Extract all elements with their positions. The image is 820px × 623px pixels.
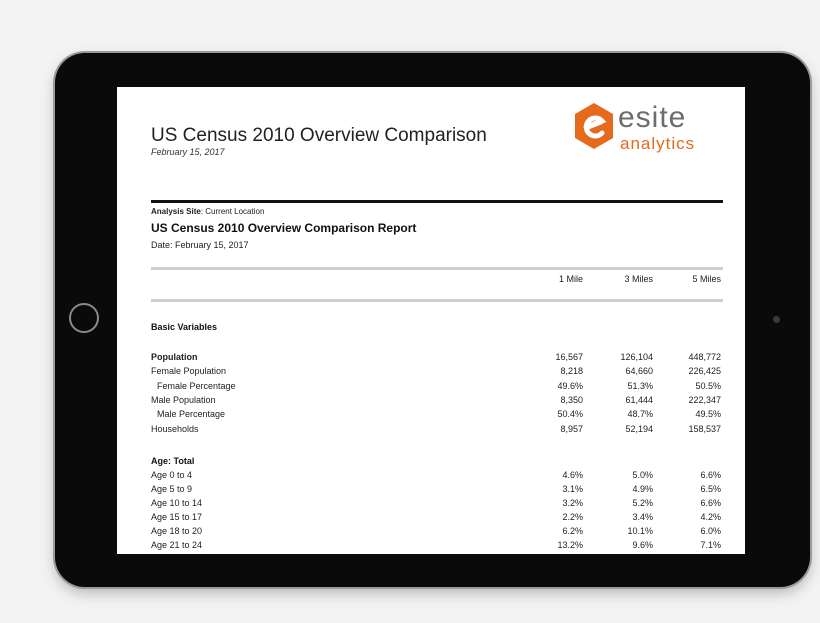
row-value: 6.5% — [700, 484, 721, 494]
esite-logo-icon — [572, 101, 616, 151]
row-value: 8,218 — [560, 366, 583, 377]
row-value: 16,567 — [555, 352, 583, 362]
logo-word-analytics: analytics — [620, 134, 696, 153]
row-value: 158,537 — [688, 423, 721, 434]
row-label: Population — [151, 352, 198, 362]
table-row — [151, 352, 723, 366]
table-row — [151, 484, 723, 498]
row-value: 6.6% — [700, 498, 721, 508]
row-value: 50.5% — [695, 380, 721, 391]
row-value: 49.5% — [695, 409, 721, 420]
row-label: Age 15 to 17 — [151, 512, 203, 522]
row-value: 7.1% — [700, 540, 721, 550]
column-header-5-miles: 5 Miles — [692, 274, 721, 284]
row-value: 64,660 — [625, 366, 653, 377]
table-row — [151, 381, 723, 395]
row-value: 48.7% — [627, 409, 653, 420]
row-label: Age 21 to 24 — [151, 540, 203, 550]
page-date: February 15, 2017 — [151, 147, 225, 157]
row-value: 51.3% — [627, 380, 653, 391]
row-value: 3.2% — [562, 498, 583, 508]
row-label: Age 5 to 9 — [151, 484, 193, 494]
row-label: Age 18 to 20 — [151, 526, 203, 536]
table-row — [151, 526, 723, 540]
analysis-site-value: : Current Location — [200, 207, 265, 216]
row-value: 5.0% — [632, 470, 653, 480]
analysis-site-label: Analysis Site — [151, 207, 201, 216]
analysis-site — [151, 207, 264, 216]
esite-logo — [572, 99, 732, 159]
row-value: 49.6% — [557, 380, 583, 391]
row-label: Male Percentage — [157, 409, 226, 420]
row-value: 52,194 — [625, 423, 653, 434]
divider-gray-top — [151, 267, 723, 270]
row-value: 61,444 — [625, 394, 653, 405]
table-row — [151, 470, 723, 484]
row-label: Age 0 to 4 — [151, 470, 193, 480]
row-value: 9.6% — [632, 540, 653, 550]
column-header-3-miles: 3 Miles — [624, 274, 653, 284]
table-row — [151, 512, 723, 526]
row-value: 50.4% — [557, 409, 583, 420]
section-age-total: Age: Total — [151, 456, 195, 466]
row-value: 6.2% — [562, 526, 583, 536]
report-title: US Census 2010 Overview Comparison Report — [151, 221, 417, 235]
table-row — [151, 540, 723, 554]
row-value: 6.6% — [700, 470, 721, 480]
row-value: 6.0% — [700, 526, 721, 536]
row-value: 448,772 — [688, 352, 721, 362]
row-value: 13.2% — [557, 540, 583, 550]
column-header-1-mile: 1 Mile — [558, 274, 583, 284]
row-value: 4.6% — [562, 470, 583, 480]
row-value: 4.9% — [632, 484, 653, 494]
table-row — [151, 409, 723, 423]
row-value: 3.4% — [632, 512, 653, 522]
row-label: Female Percentage — [157, 380, 236, 391]
divider-gray-bottom — [151, 299, 723, 302]
row-value: 226,425 — [688, 366, 721, 377]
table-row — [151, 424, 723, 438]
row-value: 2.2% — [562, 512, 583, 522]
row-value: 126,104 — [620, 352, 653, 362]
row-label: Male Population — [151, 394, 216, 405]
row-label: Age 10 to 14 — [151, 498, 203, 508]
row-value: 8,957 — [560, 423, 583, 434]
row-value: 10.1% — [627, 526, 653, 536]
row-value: 4.2% — [700, 512, 721, 522]
table-row — [151, 498, 723, 512]
row-label: Households — [151, 423, 199, 434]
row-value: 8,350 — [560, 394, 583, 405]
page-title: US Census 2010 Overview Comparison — [151, 125, 487, 146]
home-button[interactable] — [69, 303, 99, 333]
row-label: Female Population — [151, 366, 227, 377]
table-row — [151, 366, 723, 380]
row-value: 3.1% — [562, 484, 583, 494]
row-value: 222,347 — [688, 394, 721, 405]
row-value: 5.2% — [632, 498, 653, 508]
divider-thick — [151, 200, 723, 203]
logo-word-esite: esite — [618, 101, 687, 134]
table-row — [151, 395, 723, 409]
camera-icon — [773, 316, 780, 323]
report-date: Date: February 15, 2017 — [151, 240, 249, 250]
section-basic-variables: Basic Variables — [151, 322, 218, 332]
report-screen — [117, 87, 745, 554]
